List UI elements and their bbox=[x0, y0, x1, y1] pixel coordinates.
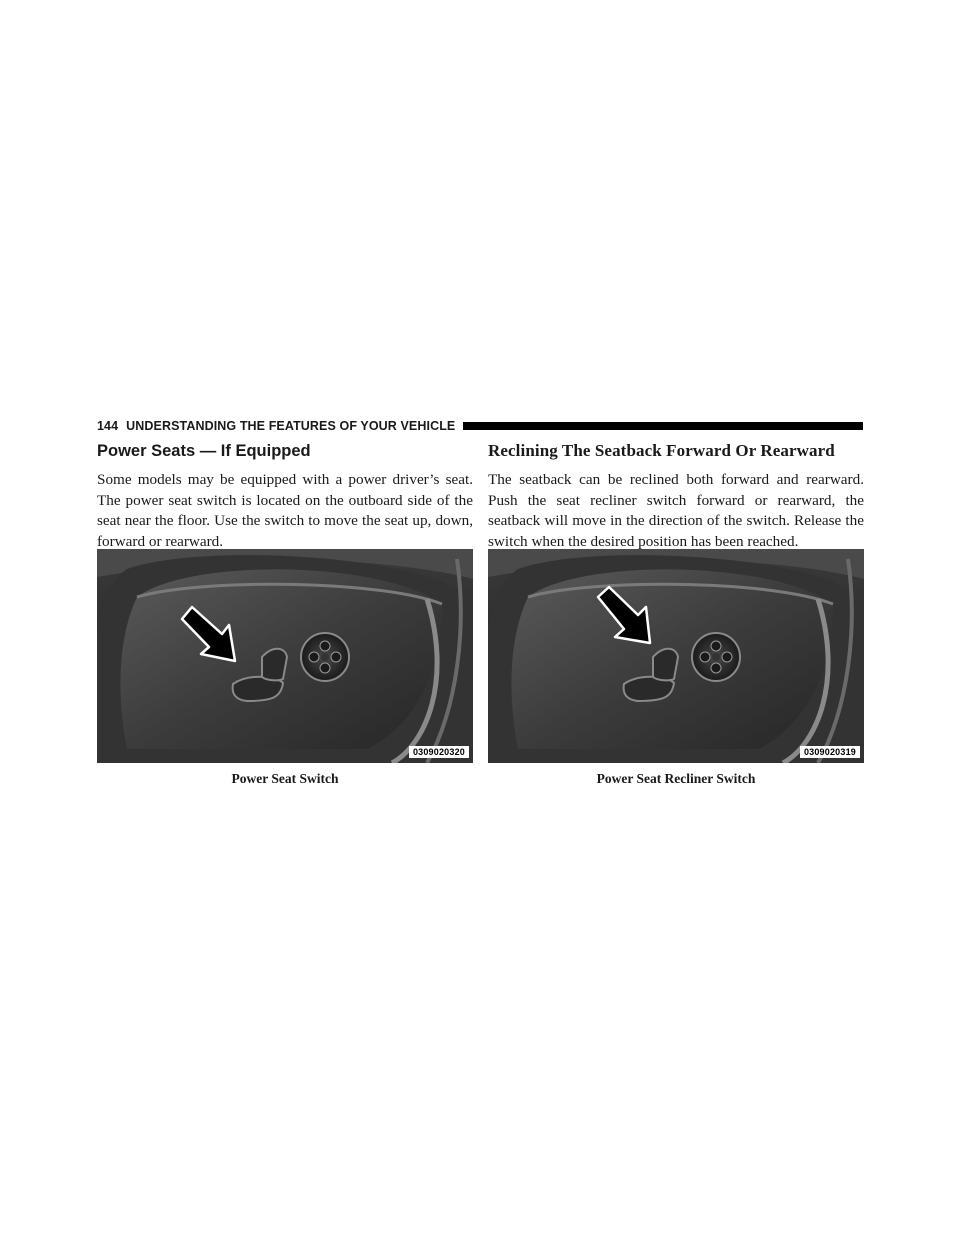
section-title: UNDERSTANDING THE FEATURES OF YOUR VEHICLE bbox=[126, 419, 456, 433]
reclining-heading: Reclining The Seatback Forward Or Rearward bbox=[488, 441, 835, 460]
power-seat-recliner-switch-figure bbox=[488, 549, 864, 763]
figure-id: 0309020319 bbox=[800, 746, 860, 758]
figure-caption: Power Seat Switch bbox=[231, 771, 339, 786]
left-column bbox=[97, 441, 473, 552]
figure-caption: Power Seat Recliner Switch bbox=[596, 771, 756, 786]
seat-illustration bbox=[97, 549, 473, 763]
header-rule bbox=[463, 422, 863, 430]
reclining-paragraph: The seatback can be reclined both forward and rearward. Push the seat recliner switch forward or rearward, the seatback will move in the direction of the switch. Release the switch when the desired position has been reached. bbox=[488, 471, 864, 550]
page-header bbox=[97, 418, 863, 434]
seat-illustration bbox=[488, 549, 864, 763]
figure-id: 0309020320 bbox=[409, 746, 469, 758]
page-number: 144 bbox=[97, 419, 119, 433]
power-seats-heading: Power Seats — If Equipped bbox=[97, 442, 311, 460]
power-seats-paragraph: Some models may be equipped with a power driver’s seat. The power seat switch is located on the outboard side of the seat near the floor. Use the switch to move the seat up, down, forward or rearward. bbox=[97, 471, 473, 550]
right-column bbox=[488, 441, 864, 552]
power-seat-switch-figure bbox=[97, 549, 473, 763]
